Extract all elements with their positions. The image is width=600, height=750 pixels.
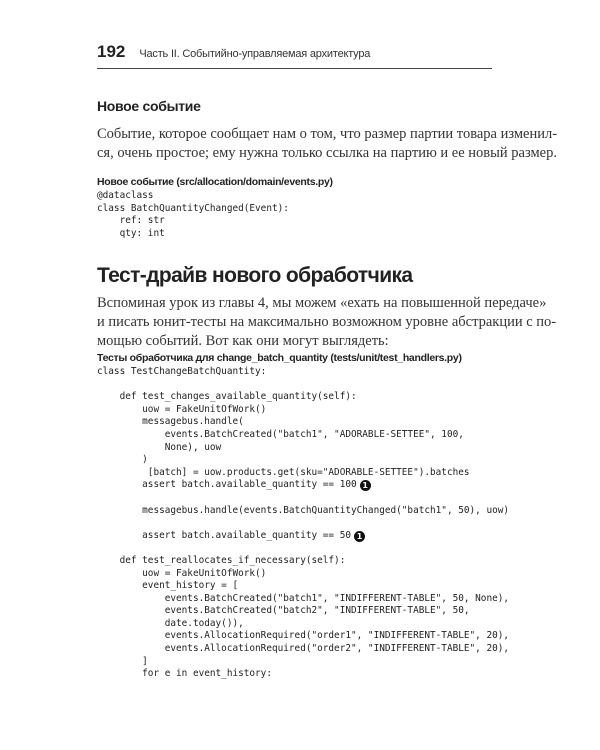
code-line: @dataclass [97,190,154,201]
code-line-text: def test_reallocates_if_necessary(self): [97,554,346,566]
code-line [97,530,509,543]
code-line [97,505,509,518]
code-line [97,442,509,455]
code-line [97,454,509,467]
code-line-text: events.BatchCreated("batch2", "INDIFFERENT-TABLE", 50, [97,605,470,617]
code-line [97,668,509,681]
code-line [97,517,509,530]
code-line [97,593,509,606]
code-line: class BatchQuantityChanged(Event): [97,202,289,214]
code-line [97,555,509,568]
code-line [97,416,509,429]
code-line-text: assert batch.available_quantity == 100 [97,479,357,491]
code-line-text: events.BatchCreated("batch1", "ADORABLE-SETTEE", 100, [97,428,464,440]
code-line-text: messagebus.handle(events.BatchQuantityChanged("batch1", 50), uow) [97,504,510,516]
code-line-text: ] [97,655,148,667]
section-heading-new-event: Новое событие [97,98,201,114]
code-line [97,618,509,631]
code-line [97,404,509,417]
code-line: qty: int [97,227,165,239]
code-line-text: None), uow [97,441,222,453]
code-line [97,630,509,643]
code-line-text: ) [97,454,148,466]
code-line-text: events.AllocationRequired("order1", "INDIFFERENT-TABLE", 20), [97,630,510,642]
code-line-text: event_history = [ [97,580,239,592]
code-line [97,568,509,581]
code-line [97,492,509,505]
page-header [97,42,492,69]
code-line-text: def test_changes_available_quantity(self): [97,391,357,403]
code-line [97,429,509,442]
code-block-events [97,190,289,240]
code-line [97,542,509,555]
page-number: 192 [97,42,126,61]
code-line-text: date.today()), [97,617,244,629]
callout-marker: 1 [360,480,371,491]
code-line: ref: str [97,215,165,227]
paragraph-line: Событие, которое сообщает нам о том, что размер партии товара изменил- [97,126,558,142]
code-line [97,379,509,392]
callout-marker: 1 [354,531,365,542]
paragraph-test-drive [97,294,557,351]
paragraph-line: ся, очень простое; ему нужна только ссылка на партию и ее новый размер. [97,145,557,161]
code-caption-handlers: Тесты обработчика для change_batch_quantity (tests/unit/test_handlers.py) [97,352,462,364]
code-line [97,643,509,656]
code-line-text: uow = FakeUnitOfWork() [97,567,267,579]
code-block-handlers [97,366,509,681]
code-line [97,605,509,618]
code-line-text: class TestChangeBatchQuantity: [97,366,267,377]
paragraph-line: мощью событий. Вот как они могут выглядеть: [97,333,389,349]
code-line [97,467,509,480]
section-heading-test-drive: Тест-драйв нового обработчика [97,264,413,287]
paragraph-new-event [97,125,558,163]
code-line [97,580,509,593]
running-head: Часть II. Событийно-управляемая архитектура [139,48,371,60]
code-line [97,656,509,669]
code-line-text: uow = FakeUnitOfWork() [97,403,267,415]
code-line [97,366,509,379]
code-line [97,479,509,492]
code-line [97,391,509,404]
code-line-text: [batch] = uow.products.get(sku="ADORABLE-SETTEE").batches [97,466,470,478]
code-line-text: events.AllocationRequired("order2", "INDIFFERENT-TABLE", 20), [97,643,510,655]
code-line-text: assert batch.available_quantity == 50 [97,529,351,541]
code-caption-events: Новое событие (src/allocation/domain/events.py) [97,176,333,188]
paragraph-line: и писать юнит-тесты на максимально возможном уровне абстракции с по- [97,314,557,330]
code-line-text: messagebus.handle( [97,416,244,428]
paragraph-line: Вспоминая урок из главы 4, мы можем «ехать на повышенной передаче» [97,295,547,311]
code-line-text: events.BatchCreated("batch1", "INDIFFERENT-TABLE", 50, None), [97,592,510,604]
code-line-text: for e in event_history: [97,668,272,680]
